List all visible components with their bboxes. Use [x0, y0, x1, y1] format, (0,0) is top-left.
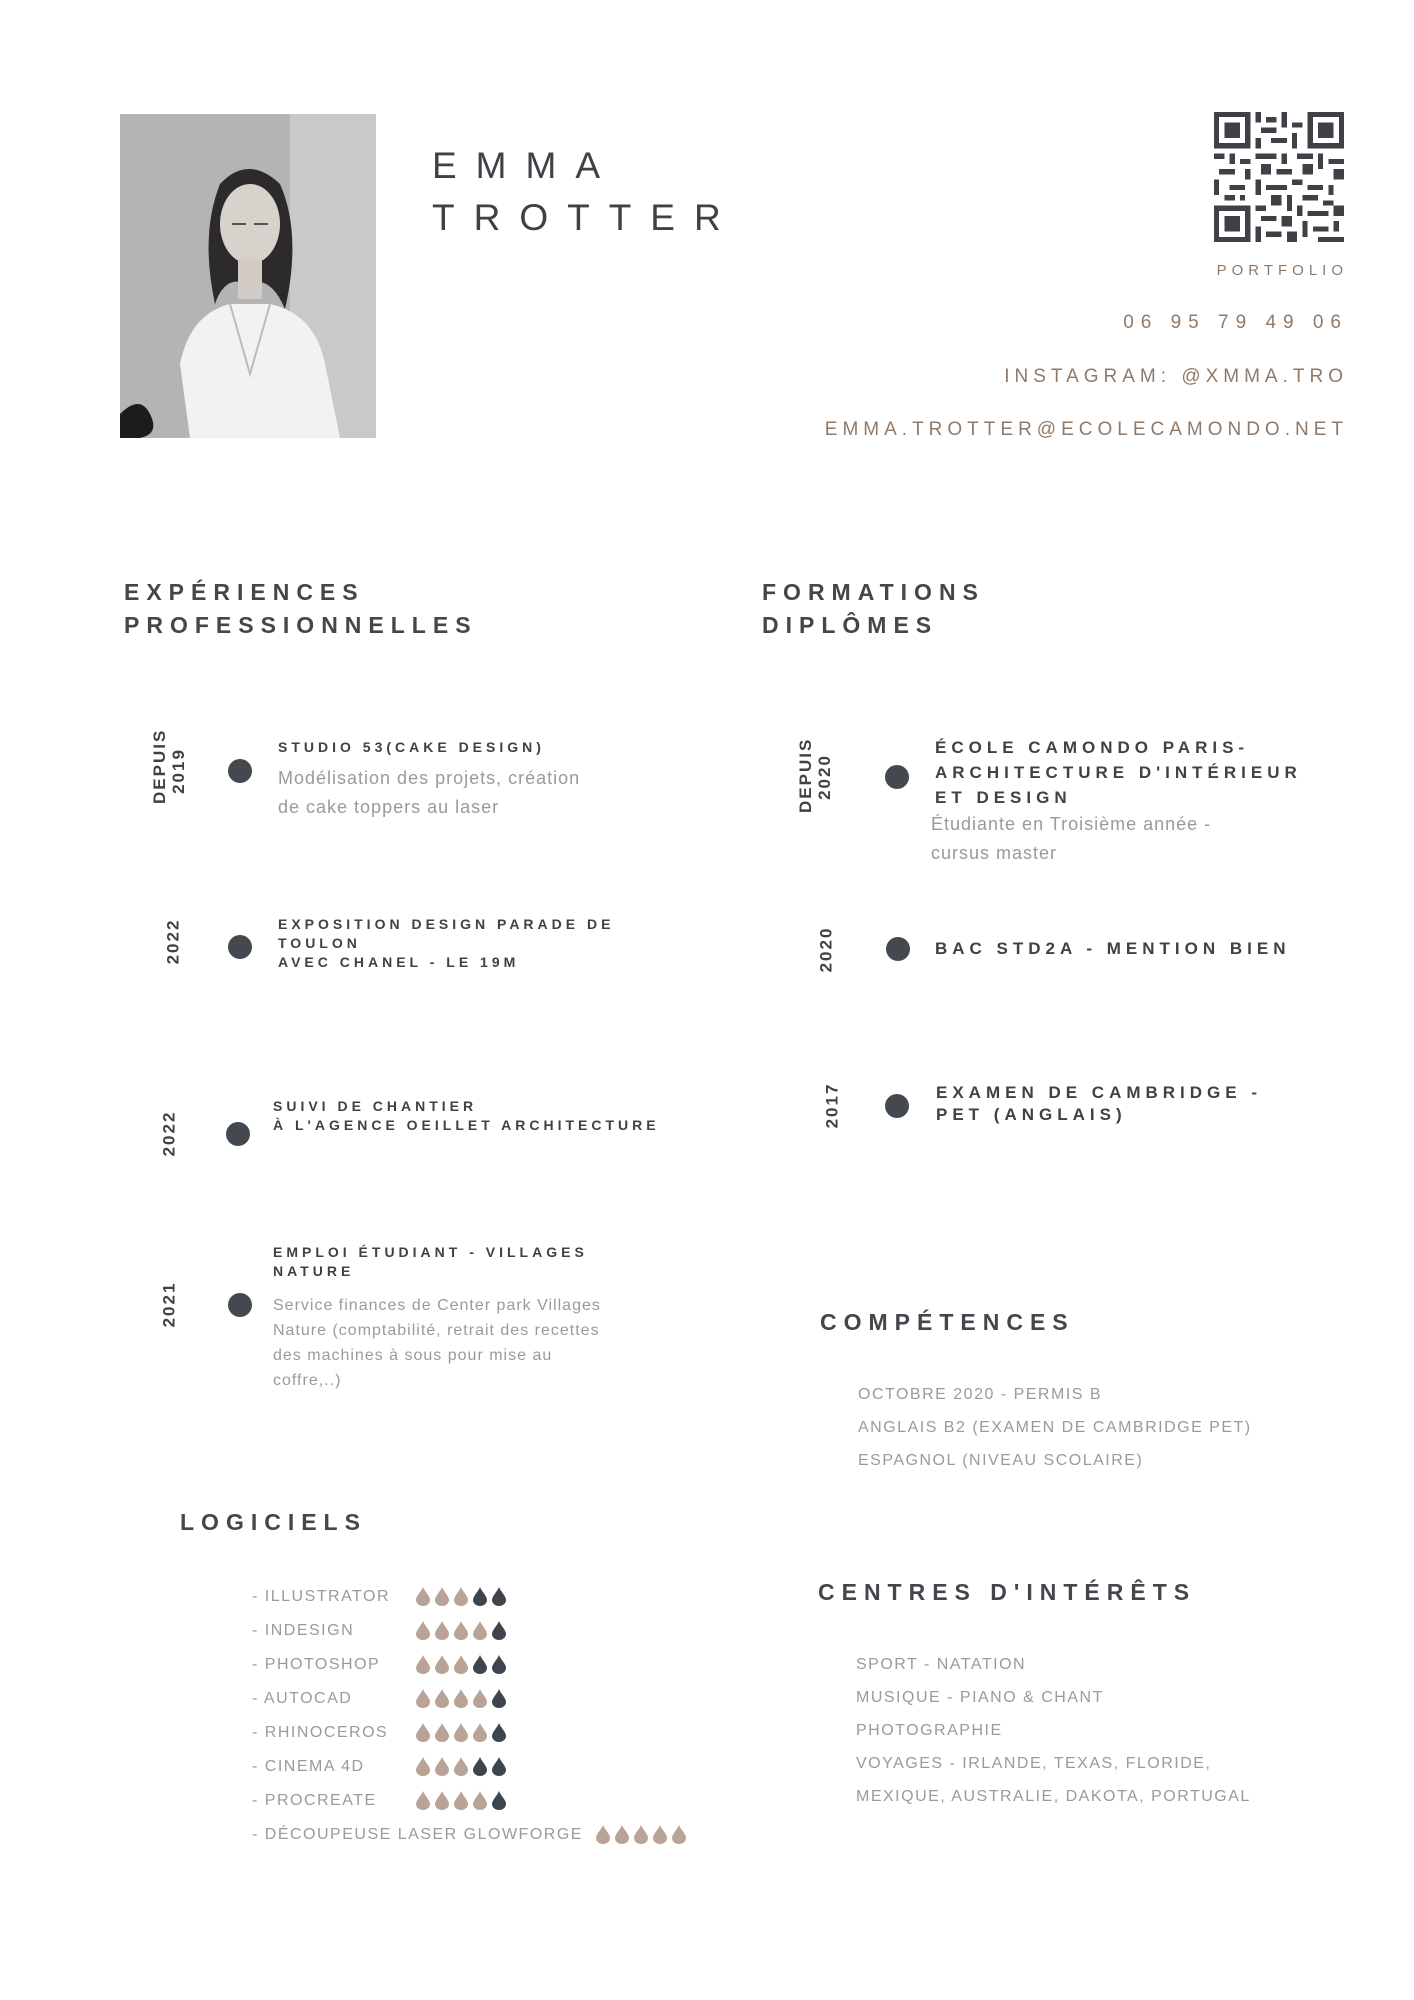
experience-desc-1: Modélisation des projets, création de cake toppers au laser [278, 768, 581, 817]
droplet-icon [473, 1655, 487, 1674]
list-item: ESPAGNOL (NIVEAU SCOLAIRE) [858, 1452, 1144, 1469]
skill-rating [416, 1689, 506, 1708]
education-year: DEPUIS 2020 [796, 737, 834, 813]
droplet-icon [672, 1825, 686, 1844]
education-title-3: EXAMEN DE CAMBRIDGE - PET (ANGLAIS) [936, 1083, 1263, 1124]
full-name [432, 140, 740, 244]
list-item: OCTOBRE 2020 - PERMIS B [858, 1386, 1103, 1403]
timeline-dot [228, 759, 252, 783]
interests-title: CENTRES D'INTÉRÊTS [818, 1579, 1197, 1605]
droplet-icon [473, 1689, 487, 1708]
experience-title-4: EMPLOI ÉTUDIANT - VILLAGES NATURE [273, 1244, 588, 1279]
droplet-icon [416, 1655, 430, 1674]
droplet-icon [473, 1587, 487, 1606]
education-title-1: ÉCOLE CAMONDO PARIS- ARCHITECTURE D'INTÉRIEUR ET DESIGN [935, 738, 1302, 807]
software-label: - PROCREATE [252, 1792, 377, 1809]
education-title: FORMATIONS DIPLÔMES [762, 579, 985, 638]
droplet-icon [615, 1825, 629, 1844]
list-item: MEXIQUE, AUSTRALIE, DAKOTA, PORTUGAL [856, 1788, 1251, 1805]
software-label: - RHINOCEROS [252, 1724, 389, 1741]
experience-year: 2022 [163, 918, 183, 965]
skill-rating [416, 1757, 506, 1776]
droplet-icon [454, 1587, 468, 1606]
software-label: - AUTOCAD [252, 1690, 353, 1707]
droplet-icon [435, 1655, 449, 1674]
droplet-icon [454, 1689, 468, 1708]
droplet-icon [435, 1791, 449, 1810]
experience-desc-4: Service finances de Center park Villages Nature (comptabilité, retrait des recettes des machines à sous pour mise au coffre,..) [273, 1297, 601, 1389]
software-label: - CINEMA 4D [252, 1758, 365, 1775]
list-item: MUSIQUE - PIANO & CHANT [856, 1689, 1104, 1706]
droplet-icon [492, 1791, 506, 1810]
timeline-dot [228, 1293, 252, 1317]
droplet-icon [492, 1689, 506, 1708]
software-item [252, 1648, 380, 1682]
software-item [252, 1614, 354, 1648]
timeline-dot [885, 1094, 909, 1118]
timeline-dot [228, 935, 252, 959]
skills-title: COMPÉTENCES [820, 1309, 1075, 1335]
interests-list [856, 1648, 1251, 1813]
list-item: ANGLAIS B2 (EXAMEN DE CAMBRIDGE PET) [858, 1419, 1252, 1436]
skill-rating [416, 1723, 506, 1742]
droplet-icon [473, 1757, 487, 1776]
droplet-icon [492, 1621, 506, 1640]
software-label: - DÉCOUPEUSE LASER GLOWFORGE [252, 1826, 583, 1843]
droplet-icon [435, 1757, 449, 1776]
timeline-dot [885, 765, 909, 789]
droplet-icon [416, 1621, 430, 1640]
droplet-icon [596, 1825, 610, 1844]
skill-rating [596, 1825, 686, 1844]
experience-year: DEPUIS 2019 [150, 728, 188, 804]
droplet-icon [473, 1791, 487, 1810]
education-year: 2017 [822, 1082, 842, 1129]
droplet-icon [473, 1621, 487, 1640]
phone-number[interactable]: 06 95 79 49 06 [1123, 312, 1348, 333]
droplet-icon [416, 1587, 430, 1606]
skills-list [858, 1378, 1252, 1477]
skill-rating [416, 1587, 506, 1606]
list-item: VOYAGES - IRLANDE, TEXAS, FLORIDE, [856, 1755, 1212, 1772]
software-item [252, 1580, 390, 1614]
education-title-2: BAC STD2A - MENTION BIEN [935, 939, 1291, 958]
timeline-dot [886, 937, 910, 961]
qr-code-icon[interactable] [1214, 112, 1344, 242]
list-item: SPORT - NATATION [856, 1656, 1027, 1673]
experience-year: 2021 [159, 1281, 179, 1328]
droplet-icon [416, 1723, 430, 1742]
qr-code-graphic [1214, 112, 1344, 242]
software-label: - ILLUSTRATOR [252, 1588, 391, 1605]
software-label: - INDESIGN [252, 1622, 355, 1639]
software-item [252, 1784, 377, 1818]
experience-title-2: EXPOSITION DESIGN PARADE DE TOULON AVEC CHANEL - LE 19M [278, 916, 615, 970]
droplet-icon [416, 1791, 430, 1810]
portfolio-link[interactable]: PORTFOLIO [1216, 262, 1348, 279]
droplet-icon [634, 1825, 648, 1844]
droplet-icon [435, 1621, 449, 1640]
education-year: 2020 [816, 926, 836, 973]
droplet-icon [454, 1791, 468, 1810]
droplet-icon [454, 1655, 468, 1674]
software-item [252, 1716, 388, 1750]
skill-rating [416, 1655, 506, 1674]
droplet-icon [653, 1825, 667, 1844]
droplet-icon [435, 1723, 449, 1742]
droplet-icon [473, 1723, 487, 1742]
timeline-dot [226, 1122, 250, 1146]
portrait-image [120, 114, 376, 438]
software-label: - PHOTOSHOP [252, 1656, 381, 1673]
droplet-icon [454, 1621, 468, 1640]
last-name: TROTTER [432, 197, 740, 238]
droplet-icon [435, 1689, 449, 1708]
software-item [252, 1750, 365, 1784]
droplet-icon [435, 1587, 449, 1606]
list-item: PHOTOGRAPHIE [856, 1722, 1003, 1739]
first-name: EMMA [432, 145, 619, 186]
skill-rating [416, 1791, 506, 1810]
experience-year: 2022 [159, 1110, 179, 1157]
education-desc-1: Étudiante en Troisième année - cursus master [931, 814, 1212, 863]
droplet-icon [454, 1723, 468, 1742]
experience-title-1: STUDIO 53(CAKE DESIGN) [278, 739, 545, 755]
software-item [252, 1682, 352, 1716]
experience-title-3: SUIVI DE CHANTIER À L'AGENCE OEILLET ARCHITECTURE [273, 1098, 660, 1133]
experience-title: EXPÉRIENCES PROFESSIONNELLES [124, 579, 478, 638]
software-title: LOGICIELS [180, 1509, 367, 1535]
droplet-icon [416, 1689, 430, 1708]
email-link[interactable]: EMMA.TROTTER@ECOLECAMONDO.NET [824, 419, 1348, 440]
software-item [252, 1818, 583, 1852]
droplet-icon [492, 1757, 506, 1776]
droplet-icon [454, 1757, 468, 1776]
skill-rating [416, 1621, 506, 1640]
droplet-icon [492, 1723, 506, 1742]
droplet-icon [492, 1655, 506, 1674]
instagram-link[interactable]: INSTAGRAM: @XMMA.TRO [1004, 366, 1348, 387]
droplet-icon [492, 1587, 506, 1606]
profile-photo [120, 114, 376, 438]
droplet-icon [416, 1757, 430, 1776]
